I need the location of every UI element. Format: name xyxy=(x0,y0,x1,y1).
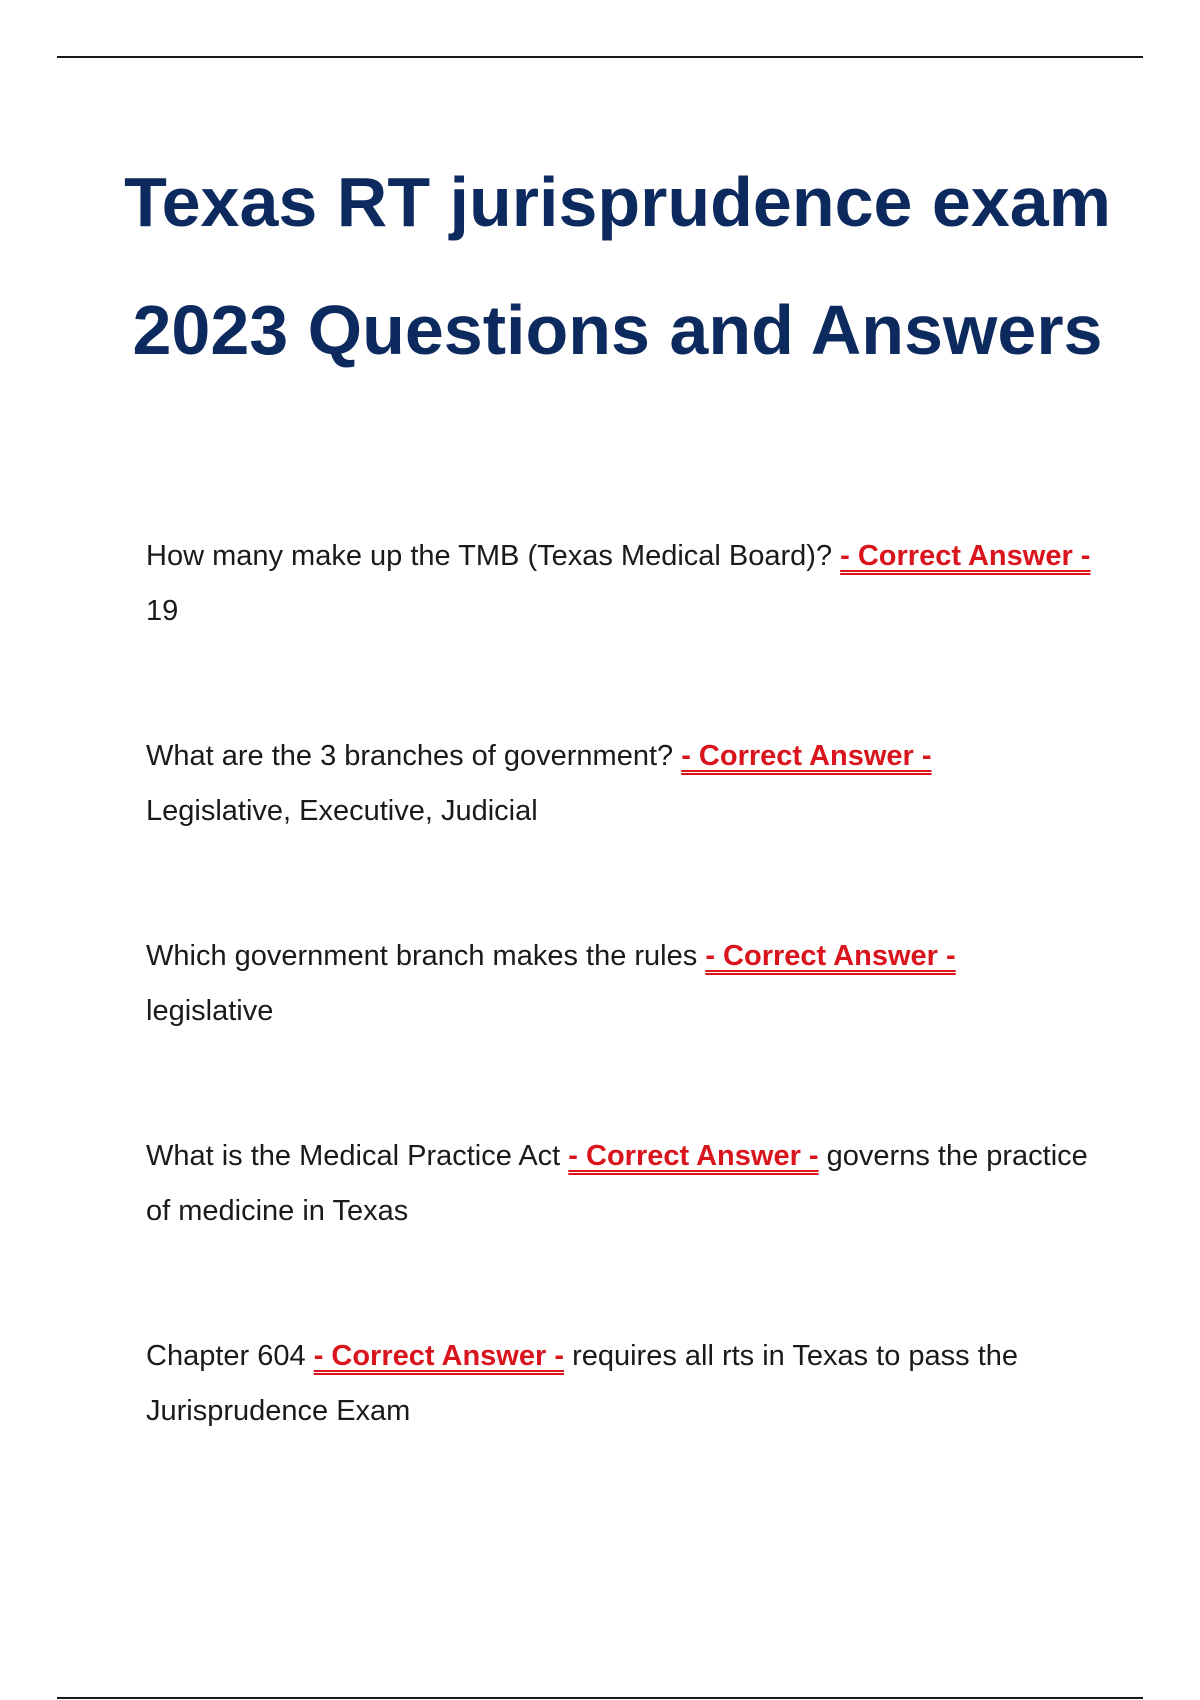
question-text: What is the Medical Practice Act xyxy=(146,1140,561,1172)
bottom-rule xyxy=(57,1697,1143,1699)
answer-text: legislative xyxy=(146,995,274,1027)
qa-item xyxy=(146,729,1096,839)
correct-answer-marker: - Correct Answer - xyxy=(840,540,1091,572)
correct-answer-marker: - Correct Answer - xyxy=(568,1140,819,1172)
question-text: How many make up the TMB (Texas Medical Board)? xyxy=(146,540,833,572)
answer-text: governs the practice of medicine in Texas xyxy=(146,1140,1088,1227)
answer-text: Legislative, Executive, Judicial xyxy=(146,795,538,827)
top-rule xyxy=(57,56,1143,58)
document-title: Texas RT jurisprudence exam 2023 Questions and Answers xyxy=(124,163,1111,369)
answer-text: 19 xyxy=(146,595,179,627)
correct-answer-marker: - Correct Answer - xyxy=(705,940,956,972)
correct-answer-marker: - Correct Answer - xyxy=(313,1340,564,1372)
correct-answer-marker: - Correct Answer - xyxy=(681,740,932,772)
qa-item xyxy=(146,929,1096,1039)
question-text: Chapter 604 xyxy=(146,1340,306,1372)
qa-item xyxy=(146,1129,1096,1239)
answer-text: requires all rts in Texas to pass the Jurisprudence Exam xyxy=(146,1340,1019,1427)
qa-item xyxy=(146,529,1096,639)
question-text: Which government branch makes the rules xyxy=(146,940,698,972)
question-text: What are the 3 branches of government? xyxy=(146,740,674,772)
qa-item xyxy=(146,1329,1096,1439)
